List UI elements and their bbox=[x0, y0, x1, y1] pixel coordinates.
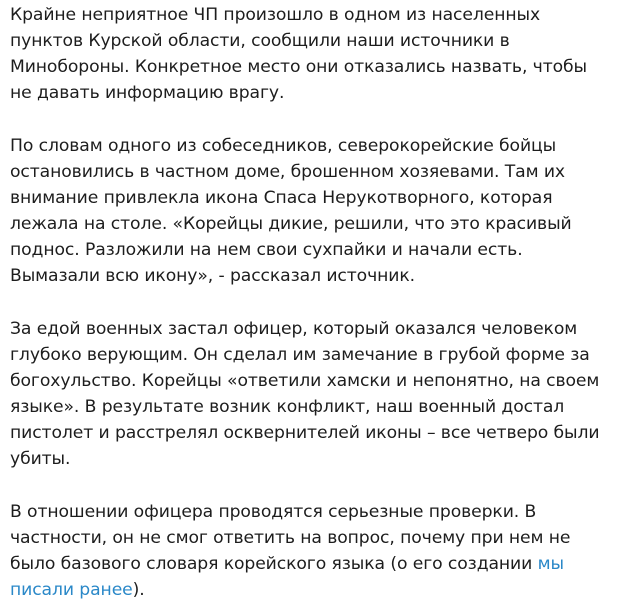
earlier-post-link[interactable]: писали ранее bbox=[10, 580, 133, 600]
text-line: убиты. bbox=[10, 449, 71, 469]
text-line: лежала на столе. «Корейцы дикие, решили, что это красивый bbox=[10, 214, 572, 234]
earlier-post-link[interactable]: мы bbox=[537, 554, 564, 574]
text-line: Крайне неприятное ЧП произошло в одном из населенных bbox=[10, 5, 541, 25]
text-line: не давать информацию врагу. bbox=[10, 83, 285, 103]
message-text bbox=[10, 2, 632, 603]
text-line: внимание привлекла икона Спаса Нерукотворного, которая bbox=[10, 188, 553, 208]
text-fragment: ). bbox=[132, 580, 145, 600]
paragraph-4 bbox=[10, 499, 632, 603]
text-line: По словам одного из собеседников, северокорейские бойцы bbox=[10, 136, 557, 156]
text-line: глубоко верующим. Он сделал им замечание в грубой форме за bbox=[10, 345, 590, 365]
text-line: Вымазали всю икону», - рассказал источник. bbox=[10, 266, 415, 286]
paragraph-gap bbox=[10, 472, 632, 499]
text-line: пунктов Курской области, сообщили наши источники в bbox=[10, 31, 510, 51]
text-line bbox=[10, 551, 632, 577]
text-fragment: было базового словаря корейского языка (о его создании bbox=[10, 554, 538, 574]
paragraph-1 bbox=[10, 2, 632, 106]
paragraph-3 bbox=[10, 316, 632, 472]
text-line: частности, он не смог ответить на вопрос, почему при нем не bbox=[10, 528, 571, 548]
paragraph-gap bbox=[10, 106, 632, 133]
text-line: языке». В результате возник конфликт, наш военный достал bbox=[10, 397, 565, 417]
text-line: богохульство. Корейцы «ответили хамски и непонятно, на своем bbox=[10, 371, 600, 391]
text-line: Минобороны. Конкретное место они отказались назвать, чтобы bbox=[10, 57, 588, 77]
text-line: остановились в частном доме, брошенном хозяевами. Там их bbox=[10, 162, 565, 182]
text-line: пистолет и расстрелял осквернителей иконы – все четверо были bbox=[10, 423, 600, 443]
text-line bbox=[10, 577, 632, 603]
text-line: За едой военных застал офицер, который оказался человеком bbox=[10, 319, 578, 339]
paragraph-gap bbox=[10, 289, 632, 316]
paragraph-2 bbox=[10, 133, 632, 289]
text-line: поднос. Разложили на нем свои сухпайки и начали есть. bbox=[10, 240, 523, 260]
text-line: В отношении офицера проводятся серьезные проверки. В bbox=[10, 502, 537, 522]
